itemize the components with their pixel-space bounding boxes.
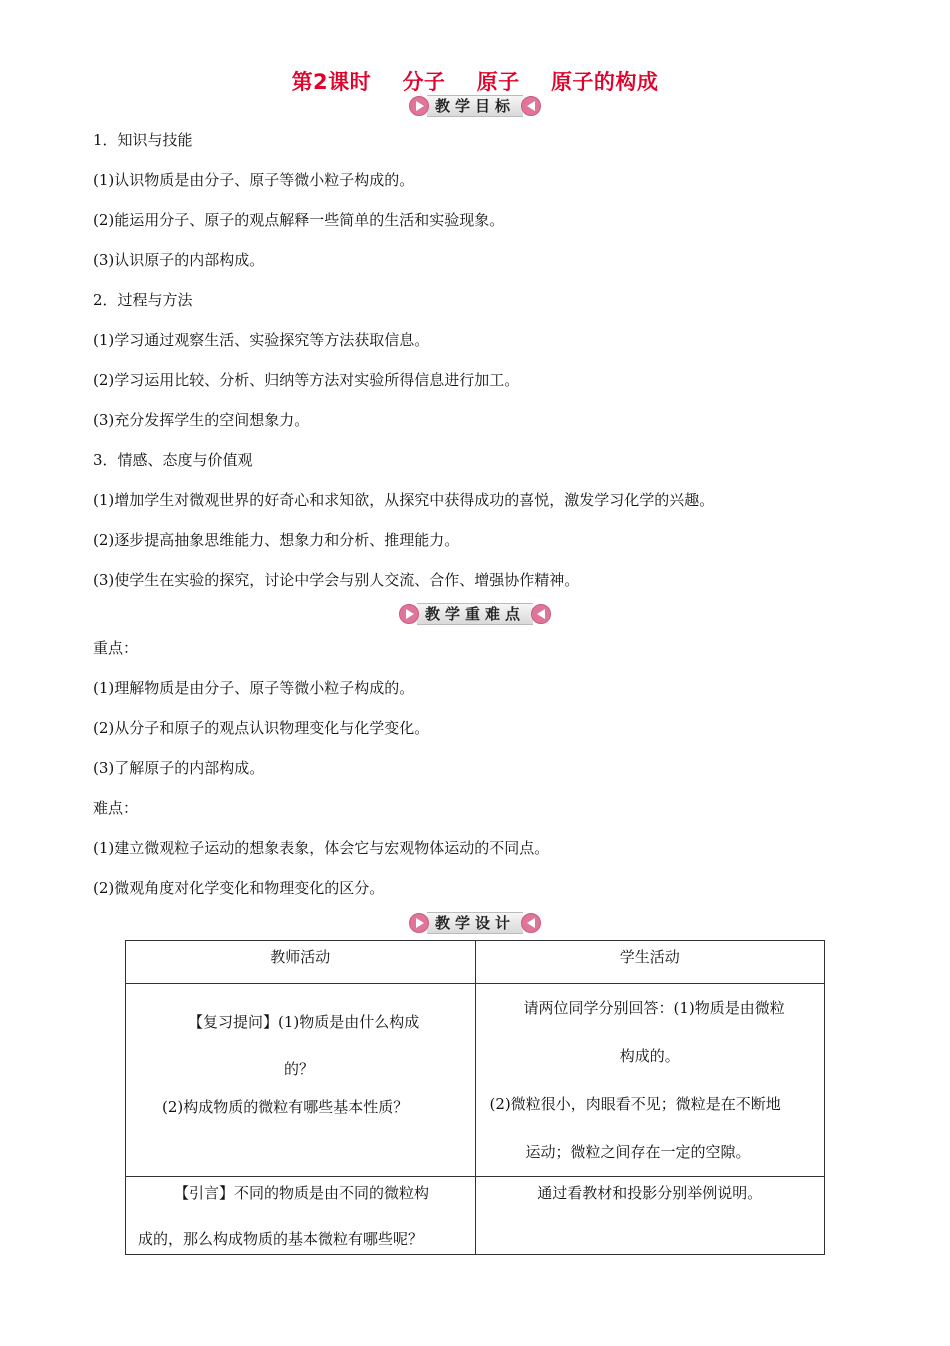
goal-heading-3: 3．情感、态度与价值观 <box>93 451 253 469</box>
key-item: (1)理解物质是由分子、原子等微小粒子构成的。 <box>93 679 415 697</box>
goal-item: (3)充分发挥学生的空间想象力。 <box>93 411 310 429</box>
banner-goals-label: 教学目标 <box>427 95 523 117</box>
title-molecule: 分子 <box>402 70 446 94</box>
goal-item: (3)认识原子的内部构成。 <box>93 251 265 269</box>
student-cell <box>475 1177 825 1255</box>
key-item: (3)了解原子的内部构成。 <box>93 759 265 777</box>
table-header-row <box>126 941 825 984</box>
header-student: 学生活动 <box>475 941 825 984</box>
arrow-left-icon <box>521 913 541 933</box>
goal-item: (2)能运用分子、原子的观点解释一些简单的生活和实验现象。 <box>93 211 505 229</box>
arrow-left-icon <box>521 96 541 116</box>
goal-heading-2: 2．过程与方法 <box>93 291 193 309</box>
goal-item: (1)学习通过观察生活、实验探究等方法获取信息。 <box>93 331 430 349</box>
title-atom-structure: 原子的构成 <box>550 70 659 94</box>
goal-item: (2)学习运用比较、分析、归纳等方法对实验所得信息进行加工。 <box>93 371 520 389</box>
banner-design <box>0 912 950 937</box>
cell-line: 通过看教材和投影分别举例说明。 <box>537 1184 763 1202</box>
cell-line: 运动；微粒之间存在一定的空隙。 <box>525 1143 751 1161</box>
cell-line: 【复习提问】(1)物质是由什么构成 <box>188 1013 420 1031</box>
page-title <box>0 66 950 96</box>
banner-goals <box>0 95 950 120</box>
student-cell <box>475 984 825 1177</box>
table-row <box>126 984 825 1177</box>
difficult-item: (2)微观角度对化学变化和物理变化的区分。 <box>93 879 385 897</box>
cell-line: (2)构成物质的微粒有哪些基本性质？ <box>162 1098 409 1116</box>
goal-heading-1: 1．知识与技能 <box>93 131 193 149</box>
table-row <box>126 1177 825 1255</box>
banner-key-points-label: 教学重难点 <box>417 603 533 625</box>
arrow-right-icon <box>399 604 419 624</box>
difficult-label: 难点： <box>93 799 139 817</box>
cell-line: 构成的。 <box>619 1047 680 1065</box>
arrow-right-icon <box>409 913 429 933</box>
goal-item: (1)增加学生对微观世界的好奇心和求知欲，从探究中获得成功的喜悦，激发学习化学的兴趣。 <box>93 491 715 509</box>
key-item: (2)从分子和原子的观点认识物理变化与化学变化。 <box>93 719 430 737</box>
teacher-cell <box>126 1177 476 1255</box>
title-lesson: 第2课时 <box>291 70 372 94</box>
cell-line: (2)微粒很小，肉眼看不见；微粒是在不断地 <box>489 1095 781 1113</box>
design-table <box>125 940 825 1255</box>
key-label: 重点： <box>93 639 139 657</box>
goal-item: (1)认识物质是由分子、原子等微小粒子构成的。 <box>93 171 415 189</box>
goal-item: (2)逐步提高抽象思维能力、想象力和分析、推理能力。 <box>93 531 460 549</box>
arrow-right-icon <box>409 96 429 116</box>
header-teacher: 教师活动 <box>126 941 476 984</box>
goal-item: (3)使学生在实验的探究，讨论中学会与别人交流、合作、增强协作精神。 <box>93 571 580 589</box>
cell-line: 【引言】不同的物质是由不同的微粒构 <box>174 1184 430 1202</box>
arrow-left-icon <box>531 604 551 624</box>
cell-line: 的？ <box>284 1060 315 1078</box>
teacher-cell <box>126 984 476 1177</box>
banner-key-points <box>0 603 950 628</box>
banner-design-label: 教学设计 <box>427 912 523 934</box>
difficult-item: (1)建立微观粒子运动的想象表象，体会它与宏观物体运动的不同点。 <box>93 839 550 857</box>
cell-line: 成的，那么构成物质的基本微粒有哪些呢？ <box>138 1230 424 1248</box>
title-atom: 原子 <box>476 70 520 94</box>
cell-line: 请两位同学分别回答：(1)物质是由微粒 <box>523 999 785 1017</box>
